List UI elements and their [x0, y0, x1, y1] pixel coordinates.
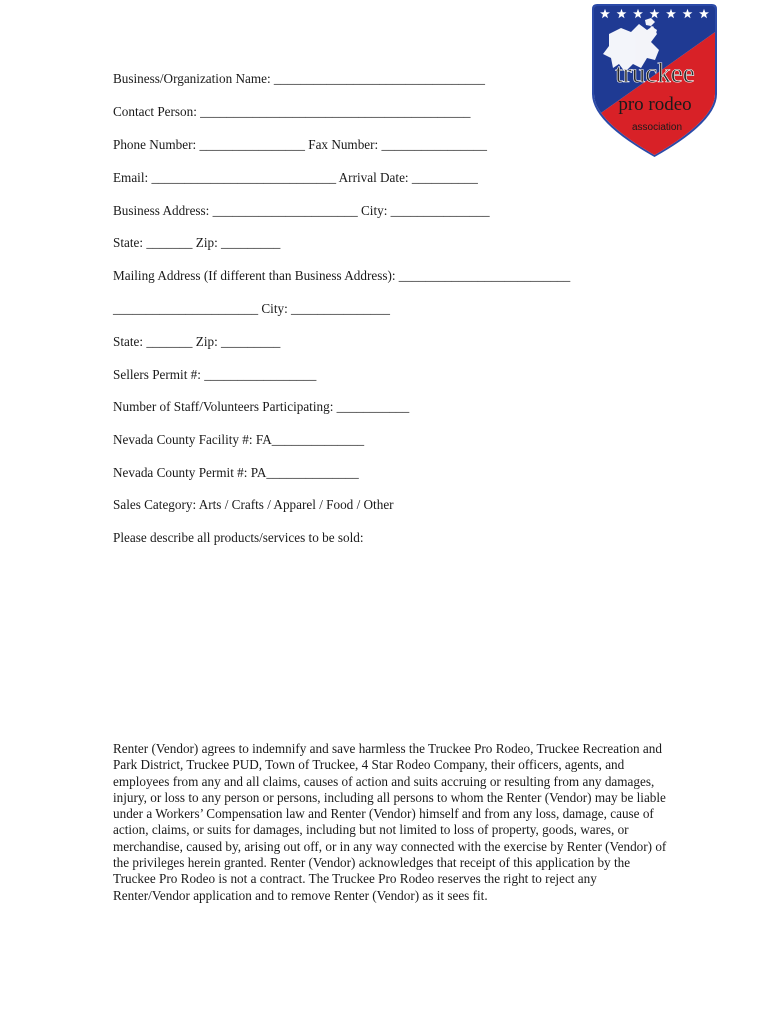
- truckee-pro-rodeo-logo: [591, 2, 718, 158]
- staff-count-field[interactable]: Number of Staff/Volunteers Participating: ___________: [113, 399, 410, 414]
- sales-category-field[interactable]: Sales Category: Arts / Crafts / Apparel / Food / Other: [113, 497, 394, 512]
- mailing-state-zip-field[interactable]: State: _______ Zip: _________: [113, 334, 281, 349]
- sellers-permit-field[interactable]: Sellers Permit #: _________________: [113, 367, 317, 382]
- logo-line2: pro rodeo: [618, 94, 692, 115]
- contact-person-field[interactable]: Contact Person: _________________________________________: [113, 104, 471, 119]
- county-permit-field[interactable]: Nevada County Permit #: PA______________: [113, 465, 359, 480]
- business-address-field[interactable]: Business Address: ______________________ City: _______________: [113, 203, 490, 218]
- state-zip-field[interactable]: State: _______ Zip: _________: [113, 235, 281, 250]
- email-arrival-field[interactable]: Email: ____________________________ Arrival Date: __________: [113, 170, 478, 185]
- mailing-city-field[interactable]: ______________________ City: _______________: [113, 301, 390, 316]
- logo-line3: association: [631, 122, 683, 133]
- indemnity-disclaimer: Renter (Vendor) agrees to indemnify and save harmless the Truckee Pro Rodeo, Truckee Recreation and Park District, Truckee PUD, Town of Truckee, 4 Star Rodeo Company, their officers, agents, and employees from any and all claims, causes of action and suits accruing or resulting from any damages, injury, or loss to any person or persons, including all persons to whom the Renter (Vendor) may be liable under a Workers’ Compensation law and Renter (Vendor) himself and from any loss, damage, cause of action, claims, or suits for damages, including but not limited to loss of property, goods, wares, or merchandise, caused by, arising out off, or in any way connected with the exercise by Renter (Vendor) of the privileges herein granted. Renter (Vendor) acknowledges that receipt of this application by the Truckee Pro Rodeo is not a contract. The Truckee Pro Rodeo reserves the right to reject any Renter/Vendor application and to remove Renter (Vendor) as it sees fit.: [113, 741, 667, 903]
- products-description-prompt: Please describe all products/services to be sold:: [113, 530, 364, 545]
- phone-fax-field[interactable]: Phone Number: ________________ Fax Number: ________________: [113, 137, 487, 152]
- logo-line1: truckee: [615, 58, 695, 88]
- mailing-address-field[interactable]: Mailing Address (If different than Business Address): __________________________: [113, 268, 571, 283]
- facility-number-field[interactable]: Nevada County Facility #: FA______________: [113, 432, 365, 447]
- business-name-field[interactable]: Business/Organization Name: ________________________________: [113, 71, 485, 86]
